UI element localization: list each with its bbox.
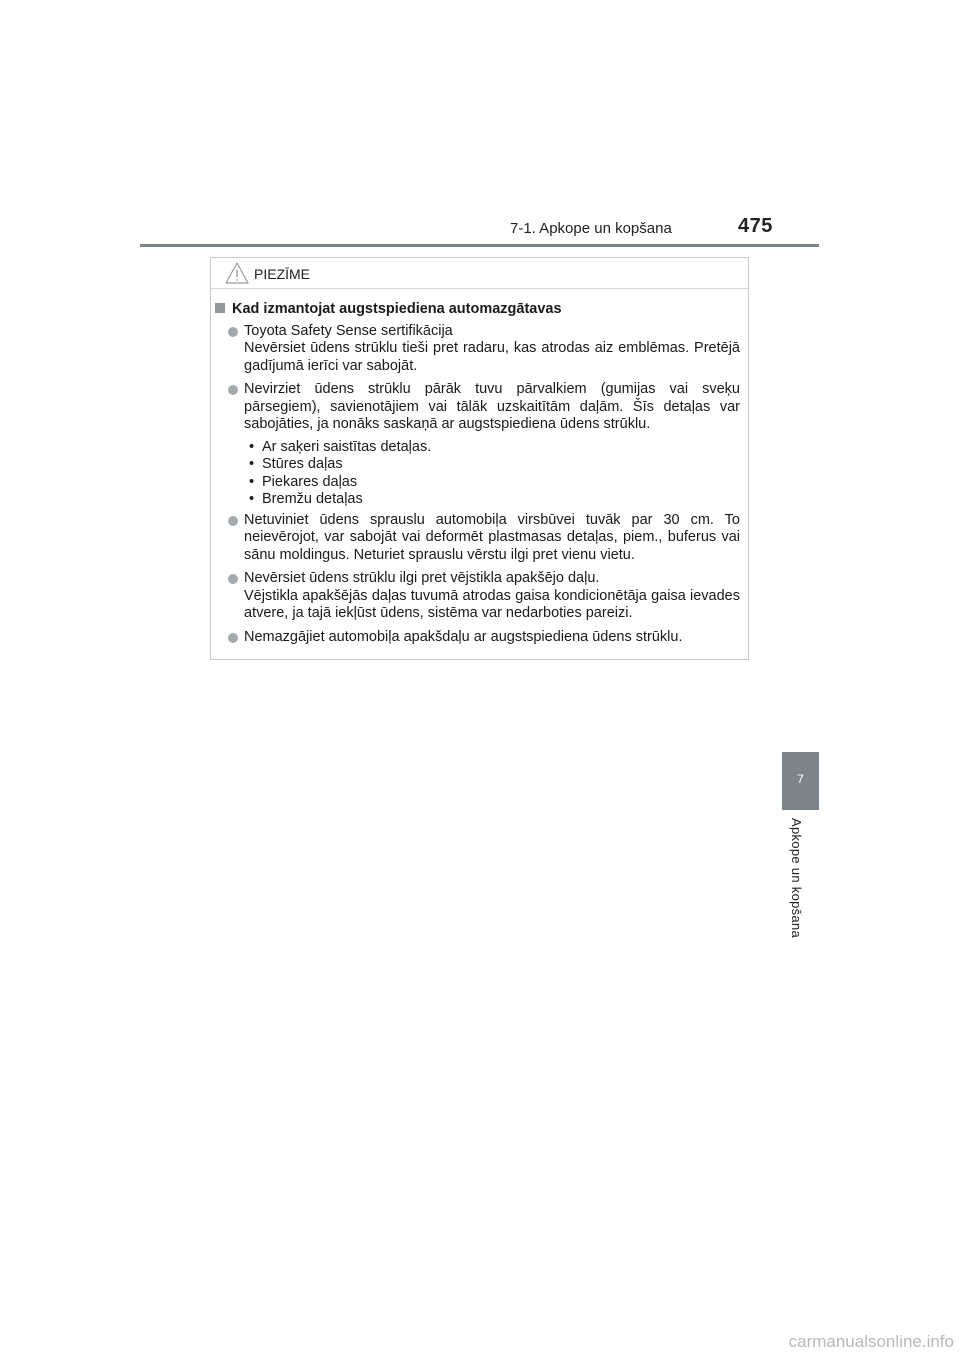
square-bullet-icon: [215, 303, 225, 313]
bullet-text: Toyota Safety Sense sertifikācija: [244, 322, 453, 339]
sub-bullet-mark: •: [249, 438, 255, 455]
bullet-text: Netuviniet ūdens sprauslu automobiļa virsbūvei tuvāk par 30 cm. To neievērojot, var sabojāt vai deformēt plastmasas detaļas, piem., buferus vai sānu moldingus. Neturiet sprauslu vērstu ilgi pret vienu vietu.: [244, 511, 740, 563]
notice-body: [215, 301, 740, 652]
circle-bullet-icon: [228, 516, 238, 526]
sub-bullet-mark: •: [249, 491, 255, 507]
section-heading: [215, 301, 740, 319]
list-item: [215, 323, 740, 376]
section-heading-text: Kad izmantojat augstspiediena automazgātavas: [232, 301, 562, 317]
bullet-text: Nemazgājiet automobiļa apakšdaļu ar augstspiediena ūdens strūklu.: [244, 628, 683, 645]
list-item: [215, 512, 740, 565]
sub-item-text: Bremžu detaļas: [262, 491, 363, 507]
sub-item-text: Stūres daļas: [262, 456, 343, 472]
sub-list-item: [246, 456, 740, 474]
circle-bullet-icon: [228, 633, 238, 643]
list-item: [215, 629, 740, 647]
circle-bullet-icon: [228, 385, 238, 395]
page-number: 475: [738, 215, 773, 237]
sub-list-item: [246, 474, 740, 492]
warning-triangle-icon: [225, 262, 249, 284]
notice-header: [211, 258, 748, 289]
sub-bullet-mark: •: [249, 473, 255, 490]
sub-list-item: [246, 491, 740, 509]
header-divider: [140, 244, 819, 247]
notice-title: PIEZĪME: [254, 266, 311, 282]
circle-bullet-icon: [228, 327, 238, 337]
bullet-text: Nevērsiet ūdens strūklu tieši pret radaru, kas atrodas aiz emblēmas. Pretējā gadījumā ierīci var sabojāt.: [244, 340, 740, 374]
notice-box: [210, 257, 749, 660]
bullet-text: Nevērsiet ūdens strūklu ilgi pret vējstikla apakšējo daļu.: [244, 570, 600, 586]
circle-bullet-icon: [228, 574, 238, 584]
bullet-text: Nevirziet ūdens strūklu pārāk tuvu pārvalkiem (gumijas vai sveķu pārsegiem), savienotājiem vai tālāk uzskaitītām daļām. Šīs detaļas var sabojāties, ja nonāks saskaņā ar augstspiediena ūdens strūklu.: [244, 381, 740, 432]
sub-item-text: Piekares daļas: [262, 473, 358, 490]
sub-list-item: [246, 439, 740, 457]
list-item: [215, 381, 740, 434]
sub-bullet-mark: •: [249, 456, 255, 472]
section-title: 7-1. Apkope un kopšana: [510, 220, 672, 237]
list-item: [215, 570, 740, 623]
bullet-text: Vējstikla apakšējās daļas tuvumā atrodas gaisa kondicionētāja gaisa ievades atvere, ja tajā iekļūst ūdens, sistēma var nedarboties pareizi.: [244, 587, 740, 621]
watermark: carmanualsonline.info: [788, 1332, 954, 1351]
sub-item-text: Ar saķeri saistītas detaļas.: [262, 438, 432, 455]
chapter-number: 7: [797, 772, 804, 786]
chapter-tab: [782, 752, 819, 810]
chapter-label: Apkope un kopšana: [789, 818, 804, 939]
sub-list: [246, 439, 740, 509]
